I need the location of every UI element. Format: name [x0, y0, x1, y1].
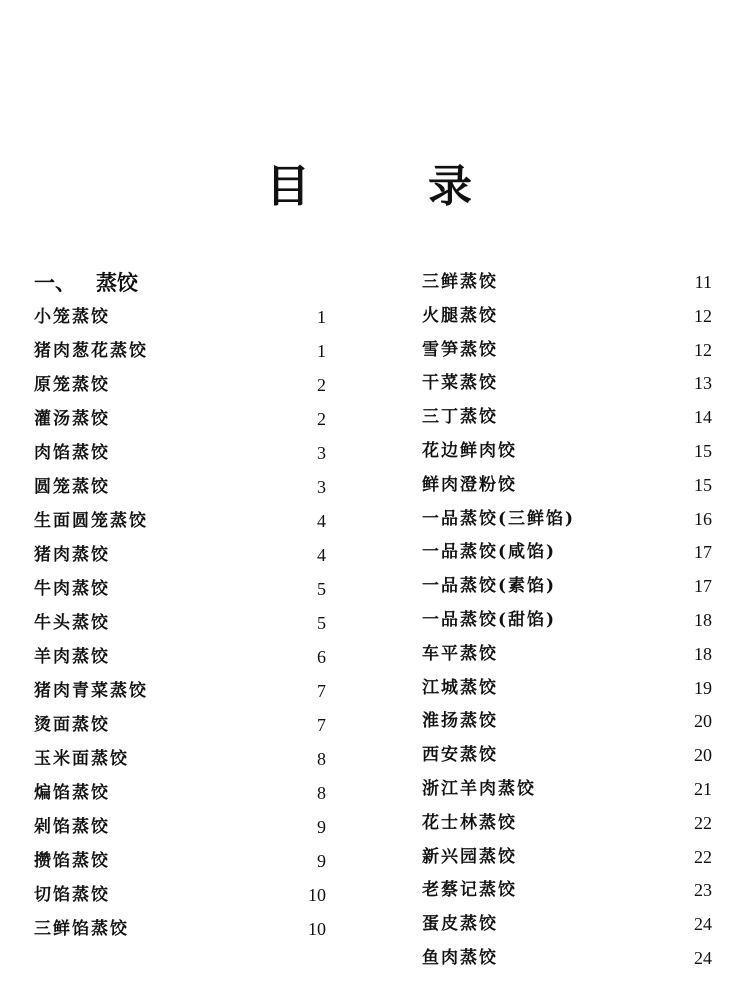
- toc-entry: [34, 844, 326, 878]
- toc-entry-page: 9: [317, 851, 326, 871]
- toc-entry: [422, 334, 712, 368]
- toc-entry: [34, 742, 326, 776]
- toc-entry: [34, 708, 326, 742]
- page-title-char-2: 录: [428, 161, 472, 212]
- toc-entry-page: 2: [317, 409, 326, 429]
- toc-entry-page: 1: [317, 307, 326, 327]
- toc-entry-label: 羊肉蒸饺: [34, 647, 110, 667]
- toc-entry: [422, 773, 712, 807]
- section-number: 一、: [34, 271, 76, 295]
- toc-entry-page: 10: [308, 919, 326, 939]
- toc-entry: [422, 874, 712, 908]
- toc-entry-label: 淮扬蒸饺: [422, 711, 498, 732]
- toc-entry-page: 23: [694, 880, 712, 901]
- toc-entry-label: 干菜蒸饺: [422, 373, 498, 394]
- toc-entry: [422, 705, 712, 739]
- toc-entry-page: 15: [694, 474, 712, 495]
- toc-entry-page: 5: [317, 579, 326, 599]
- toc-entry-label: 一品蒸饺(三鲜馅): [422, 508, 576, 529]
- toc-entry-label: 鲜肉澄粉饺: [422, 474, 517, 495]
- section-heading: [34, 266, 326, 300]
- toc-entry: [34, 674, 326, 708]
- toc-entry: [34, 640, 326, 674]
- toc-entry-page: 11: [694, 272, 712, 292]
- toc-entry-page: 14: [694, 407, 712, 428]
- toc-entry: [34, 504, 326, 538]
- toc-entry-label: 火腿蒸饺: [422, 305, 498, 326]
- toc-entry: [422, 638, 712, 672]
- toc-entry: [34, 878, 326, 912]
- toc-entry-page: 20: [694, 711, 712, 732]
- toc-entry: [34, 810, 326, 844]
- toc-entry-label: 攒馅蒸饺: [34, 851, 110, 871]
- toc-entry-page: 24: [694, 947, 712, 968]
- toc-entry-label: 雪笋蒸饺: [422, 339, 498, 360]
- toc-entry-label: 猪肉蒸饺: [34, 545, 110, 565]
- toc-entry-label: 鱼肉蒸饺: [422, 947, 498, 968]
- page-title-char-1: 目: [266, 161, 310, 212]
- toc-entry: [422, 503, 712, 537]
- toc-entry: [422, 570, 712, 604]
- toc-entry-label: 车平蒸饺: [422, 643, 498, 664]
- toc-entry: [422, 739, 712, 773]
- toc-entry-label: 原笼蒸饺: [34, 375, 110, 395]
- toc-entry-label: 新兴园蒸饺: [422, 846, 517, 867]
- toc-entry-page: 19: [694, 677, 712, 698]
- toc-entry: [34, 402, 326, 436]
- toc-entry-page: 16: [694, 508, 712, 529]
- toc-entry-label: 玉米面蒸饺: [34, 749, 129, 769]
- toc-entry-page: 8: [317, 749, 326, 769]
- toc-entry-label: 一品蒸饺(咸馅): [422, 542, 557, 563]
- toc-entry-page: 6: [317, 647, 326, 667]
- toc-entry-page: 4: [317, 545, 326, 565]
- toc-entry-page: 18: [694, 643, 712, 664]
- toc-list-left: [34, 300, 326, 946]
- toc-entry: [422, 536, 712, 570]
- toc-entry-label: 老蔡记蒸饺: [422, 880, 517, 901]
- toc-entry-page: 7: [317, 681, 326, 701]
- toc-entry-page: 24: [694, 914, 712, 935]
- toc-entry: [422, 807, 712, 841]
- toc-entry-label: 猪肉青菜蒸饺: [34, 681, 148, 701]
- toc-column-left: [34, 266, 326, 946]
- toc-entry-label: 切馅蒸饺: [34, 885, 110, 905]
- toc-entry-label: 灌汤蒸饺: [34, 409, 110, 429]
- toc-entry-label: 小笼蒸饺: [34, 307, 110, 327]
- toc-entry-label: 三丁蒸饺: [422, 407, 498, 428]
- toc-entry-label: 花边鲜肉饺: [422, 440, 517, 461]
- toc-entry: [422, 942, 712, 976]
- toc-entry-label: 猪肉葱花蒸饺: [34, 341, 148, 361]
- toc-entry: [422, 841, 712, 875]
- toc-entry-page: 5: [317, 613, 326, 633]
- toc-entry: [422, 435, 712, 469]
- toc-entry-page: 4: [317, 511, 326, 531]
- toc-entry: [34, 334, 326, 368]
- toc-entry-page: 3: [317, 443, 326, 463]
- toc-column-right: [422, 266, 712, 976]
- toc-entry: [34, 368, 326, 402]
- toc-entry: [34, 572, 326, 606]
- toc-entry-page: 2: [317, 375, 326, 395]
- toc-entry: [34, 912, 326, 946]
- toc-entry: [422, 401, 712, 435]
- toc-entry-label: 肉馅蒸饺: [34, 443, 110, 463]
- toc-entry-label: 浙江羊肉蒸饺: [422, 778, 536, 799]
- toc-entry-page: 12: [694, 305, 712, 326]
- toc-entry-label: 生面圆笼蒸饺: [34, 511, 148, 531]
- page-title: [0, 150, 738, 214]
- toc-entry: [422, 672, 712, 706]
- toc-entry-page: 12: [694, 339, 712, 360]
- toc-entry-label: 三鲜蒸饺: [422, 272, 498, 292]
- toc-entry-page: 10: [308, 885, 326, 905]
- toc-entry: [34, 436, 326, 470]
- toc-entry: [34, 776, 326, 810]
- toc-entry: [422, 367, 712, 401]
- toc-entry-page: 13: [694, 373, 712, 394]
- toc-entry: [34, 606, 326, 640]
- toc-entry: [34, 300, 326, 334]
- section-title: 蒸饺: [96, 271, 138, 295]
- toc-entry: [422, 300, 712, 334]
- toc-entry: [422, 266, 712, 300]
- toc-entry: [422, 469, 712, 503]
- toc-entry-label: 蛋皮蒸饺: [422, 914, 498, 935]
- toc-entry-label: 圆笼蒸饺: [34, 477, 110, 497]
- toc-entry-label: 三鲜馅蒸饺: [34, 919, 129, 939]
- toc-entry-page: 9: [317, 817, 326, 837]
- toc-entry-page: 1: [317, 341, 326, 361]
- toc-entry-label: 一品蒸饺(素馅): [422, 576, 557, 597]
- toc-entry-label: 江城蒸饺: [422, 677, 498, 698]
- toc-entry-page: 17: [694, 576, 712, 597]
- toc-entry-label: 烫面蒸饺: [34, 715, 110, 735]
- toc-entry: [422, 908, 712, 942]
- toc-list-right: [422, 266, 712, 976]
- toc-entry-label: 花士林蒸饺: [422, 812, 517, 833]
- toc-entry-label: 牛肉蒸饺: [34, 579, 110, 599]
- toc-entry-label: 煸馅蒸饺: [34, 783, 110, 803]
- toc-entry-label: 牛头蒸饺: [34, 613, 110, 633]
- toc-entry-page: 22: [694, 812, 712, 833]
- toc-entry-page: 8: [317, 783, 326, 803]
- toc-entry: [34, 470, 326, 504]
- toc-entry-label: 剁馅蒸饺: [34, 817, 110, 837]
- toc-entry-page: 20: [694, 745, 712, 766]
- toc-entry-page: 17: [694, 542, 712, 563]
- toc-entry-page: 21: [694, 778, 712, 799]
- toc-entry-page: 3: [317, 477, 326, 497]
- toc-entry-label: 一品蒸饺(甜馅): [422, 609, 557, 630]
- toc-entry-label: 西安蒸饺: [422, 745, 498, 766]
- toc-entry-page: 22: [694, 846, 712, 867]
- toc-entry: [34, 538, 326, 572]
- toc-entry-page: 15: [694, 440, 712, 461]
- toc-entry: [422, 604, 712, 638]
- toc-entry-page: 7: [317, 715, 326, 735]
- toc-entry-page: 18: [694, 609, 712, 630]
